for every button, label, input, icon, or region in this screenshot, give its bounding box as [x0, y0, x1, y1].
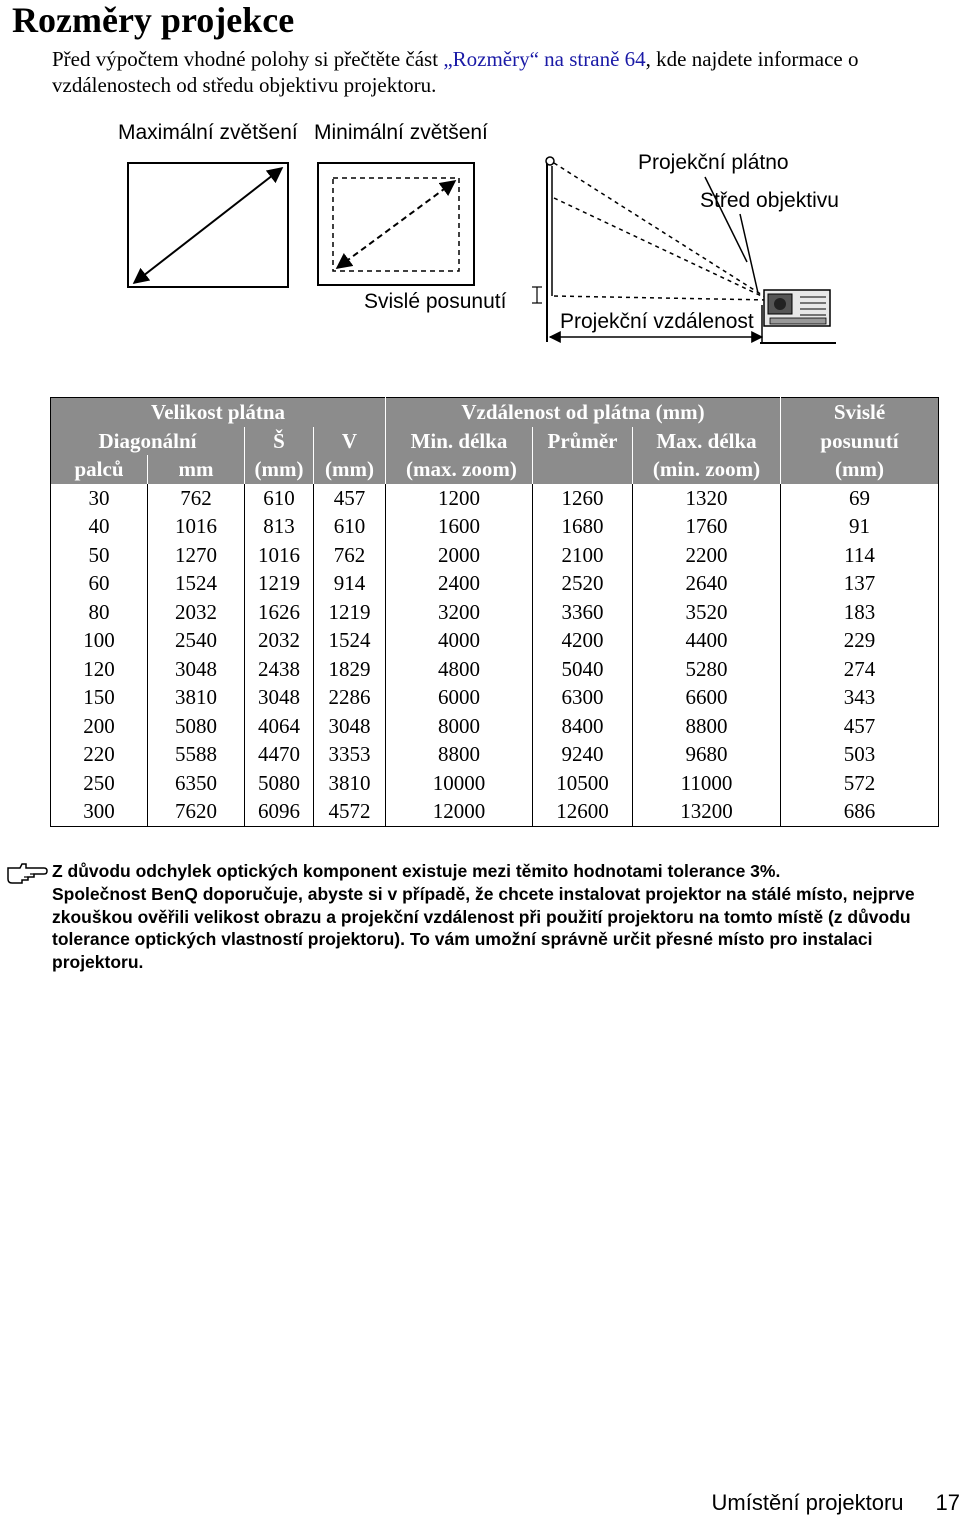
- header-row: [51, 398, 939, 427]
- table-cell: 60: [51, 569, 148, 598]
- table-cell: 9680: [633, 740, 781, 769]
- header-width-unit: (mm): [245, 455, 314, 484]
- table-cell: 686: [781, 797, 939, 826]
- header-row: [51, 427, 939, 456]
- table-cell: 11000: [633, 769, 781, 798]
- page-number: 17: [935, 1490, 960, 1515]
- table-cell: 229: [781, 626, 939, 655]
- table-cell: 2286: [314, 683, 386, 712]
- table-cell: 100: [51, 626, 148, 655]
- table-cell: 1680: [533, 512, 633, 541]
- table-cell: 1270: [148, 541, 245, 570]
- table-cell: 1260: [533, 484, 633, 513]
- table-row: [51, 512, 939, 541]
- header-offset: Svislé: [781, 398, 939, 427]
- header-height: V: [314, 427, 386, 456]
- header-max-length: Max. délka: [633, 427, 781, 456]
- header-mm: mm: [148, 455, 245, 484]
- table-cell: 2640: [633, 569, 781, 598]
- table-cell: 1626: [245, 598, 314, 627]
- table-cell: 250: [51, 769, 148, 798]
- table-cell: 120: [51, 655, 148, 684]
- table-cell: 7620: [148, 797, 245, 826]
- table-cell: 1600: [386, 512, 533, 541]
- table-cell: 1524: [148, 569, 245, 598]
- table-row: [51, 769, 939, 798]
- table-cell: 69: [781, 484, 939, 513]
- table-cell: 1219: [314, 598, 386, 627]
- page-footer: [712, 1490, 960, 1516]
- min-zoom-screen: [318, 163, 474, 285]
- table-cell: 3810: [148, 683, 245, 712]
- offset-dimension: [532, 287, 542, 303]
- intro-text-end: , kde najdete informace o vzdálenostech od středu objektivu projektoru.: [52, 47, 859, 97]
- lens-center-label: Střed objektivu: [700, 189, 839, 212]
- min-zoom-label: Minimální zvětšení: [314, 121, 488, 144]
- intro-text-start: Před výpočtem vhodné polohy si přečtěte část: [52, 47, 444, 71]
- header-height-unit: (mm): [314, 455, 386, 484]
- table-row: [51, 712, 939, 741]
- note-line-1: Z důvodu odchylek optických komponent existuje mezi těmito hodnotami tolerance 3%.: [52, 861, 781, 881]
- header-diagonal: Diagonální: [51, 427, 245, 456]
- table-cell: 8800: [633, 712, 781, 741]
- table-row: [51, 541, 939, 570]
- table-cell: 5280: [633, 655, 781, 684]
- header-max-zoom: (min. zoom): [633, 455, 781, 484]
- table-cell: 6300: [533, 683, 633, 712]
- table-cell: 4200: [533, 626, 633, 655]
- vertical-offset-label: Svislé posunutí: [364, 290, 507, 313]
- header-distance: Vzdálenost od plátna (mm): [386, 398, 781, 427]
- screen-side-view: [546, 157, 554, 342]
- table-cell: 343: [781, 683, 939, 712]
- table-row: [51, 484, 939, 513]
- max-zoom-screen: [128, 163, 288, 287]
- table-cell: 10000: [386, 769, 533, 798]
- table-cell: 1829: [314, 655, 386, 684]
- table-body: [51, 484, 939, 827]
- table-cell: 6096: [245, 797, 314, 826]
- projector-icon: [760, 290, 836, 343]
- table-cell: 12600: [533, 797, 633, 826]
- table-cell: 1219: [245, 569, 314, 598]
- table-cell: 4470: [245, 740, 314, 769]
- intro-paragraph: [52, 46, 932, 98]
- table-row: [51, 569, 939, 598]
- table-cell: 1760: [633, 512, 781, 541]
- projection-diagram: [0, 110, 960, 360]
- table-cell: 200: [51, 712, 148, 741]
- table-cell: 4572: [314, 797, 386, 826]
- table-cell: 3048: [314, 712, 386, 741]
- table-row: [51, 598, 939, 627]
- table-cell: 6000: [386, 683, 533, 712]
- table-cell: 30: [51, 484, 148, 513]
- table-cell: 3048: [245, 683, 314, 712]
- table-cell: 150: [51, 683, 148, 712]
- table-cell: 2200: [633, 541, 781, 570]
- table-row: [51, 740, 939, 769]
- table-cell: 9240: [533, 740, 633, 769]
- table-cell: 503: [781, 740, 939, 769]
- table-cell: 2100: [533, 541, 633, 570]
- header-empty: [533, 455, 633, 484]
- table-cell: 300: [51, 797, 148, 826]
- table-cell: 1200: [386, 484, 533, 513]
- table-cell: 3810: [314, 769, 386, 798]
- table-cell: 183: [781, 598, 939, 627]
- distance-label: Projekční vzdálenost: [560, 310, 754, 333]
- header-offset-unit: (mm): [781, 455, 939, 484]
- table-cell: 50: [51, 541, 148, 570]
- page-title: Rozměry projekce: [12, 0, 295, 40]
- table-cell: 2032: [245, 626, 314, 655]
- note-block: [52, 860, 932, 974]
- table-cell: 2540: [148, 626, 245, 655]
- table-row: [51, 655, 939, 684]
- table-cell: 5588: [148, 740, 245, 769]
- table-cell: 220: [51, 740, 148, 769]
- table-cell: 5040: [533, 655, 633, 684]
- table-row: [51, 797, 939, 826]
- table-cell: 2400: [386, 569, 533, 598]
- table-cell: 762: [314, 541, 386, 570]
- table-cell: 2032: [148, 598, 245, 627]
- table-cell: 2438: [245, 655, 314, 684]
- table-cell: 6600: [633, 683, 781, 712]
- table-cell: 3200: [386, 598, 533, 627]
- table-cell: 3360: [533, 598, 633, 627]
- header-row: [51, 455, 939, 484]
- table-cell: 4064: [245, 712, 314, 741]
- table-cell: 10500: [533, 769, 633, 798]
- table-cell: 914: [314, 569, 386, 598]
- table-cell: 1016: [148, 512, 245, 541]
- table-cell: 8400: [533, 712, 633, 741]
- screen-label: Projekční plátno: [638, 151, 789, 174]
- table-cell: 2000: [386, 541, 533, 570]
- table-cell: 91: [781, 512, 939, 541]
- header-average: Průměr: [533, 427, 633, 456]
- table-cell: 80: [51, 598, 148, 627]
- projection-table: [50, 397, 939, 827]
- table-cell: 4000: [386, 626, 533, 655]
- table-cell: 1524: [314, 626, 386, 655]
- table-cell: 610: [314, 512, 386, 541]
- table-cell: 8800: [386, 740, 533, 769]
- header-min-length: Min. délka: [386, 427, 533, 456]
- note-hand-icon: [4, 858, 48, 888]
- table-cell: 457: [314, 484, 386, 513]
- table-row: [51, 626, 939, 655]
- max-zoom-label: Maximální zvětšení: [118, 121, 298, 144]
- table-cell: 572: [781, 769, 939, 798]
- table-cell: 4800: [386, 655, 533, 684]
- table-cell: 114: [781, 541, 939, 570]
- table-cell: 3353: [314, 740, 386, 769]
- table-cell: 137: [781, 569, 939, 598]
- table-cell: 4400: [633, 626, 781, 655]
- table-cell: 1320: [633, 484, 781, 513]
- footer-section: Umístění projektoru: [711, 1490, 904, 1515]
- header-offset: posunutí: [781, 427, 939, 456]
- dimensions-link[interactable]: „Rozměry“ na straně 64: [443, 47, 646, 71]
- table-cell: 457: [781, 712, 939, 741]
- table-row: [51, 683, 939, 712]
- table-cell: 5080: [245, 769, 314, 798]
- table-cell: 12000: [386, 797, 533, 826]
- header-inch: palců: [51, 455, 148, 484]
- table-cell: 762: [148, 484, 245, 513]
- header-width: Š: [245, 427, 314, 456]
- header-screen-size: Velikost plátna: [51, 398, 386, 427]
- table-cell: 40: [51, 512, 148, 541]
- table-cell: 3048: [148, 655, 245, 684]
- table-cell: 5080: [148, 712, 245, 741]
- header-min-zoom: (max. zoom): [386, 455, 533, 484]
- table-cell: 274: [781, 655, 939, 684]
- table-cell: 610: [245, 484, 314, 513]
- table-cell: 6350: [148, 769, 245, 798]
- table-cell: 813: [245, 512, 314, 541]
- projection-lines: [554, 163, 770, 300]
- table-cell: 2520: [533, 569, 633, 598]
- table-cell: 3520: [633, 598, 781, 627]
- table-cell: 1016: [245, 541, 314, 570]
- note-line-2: Společnost BenQ doporučuje, abyste si v případě, že chcete instalovat projektor na stálé místo, nejprve zkouškou ověřili velikost obrazu a projekční vzdálenost při použití projektoru na tomto místě (z důvodu tolerance optických vlastností projektoru). To vám umožní správně určit přesné místo pro instalaci projektoru.: [52, 883, 915, 973]
- table-cell: 8000: [386, 712, 533, 741]
- table-cell: 13200: [633, 797, 781, 826]
